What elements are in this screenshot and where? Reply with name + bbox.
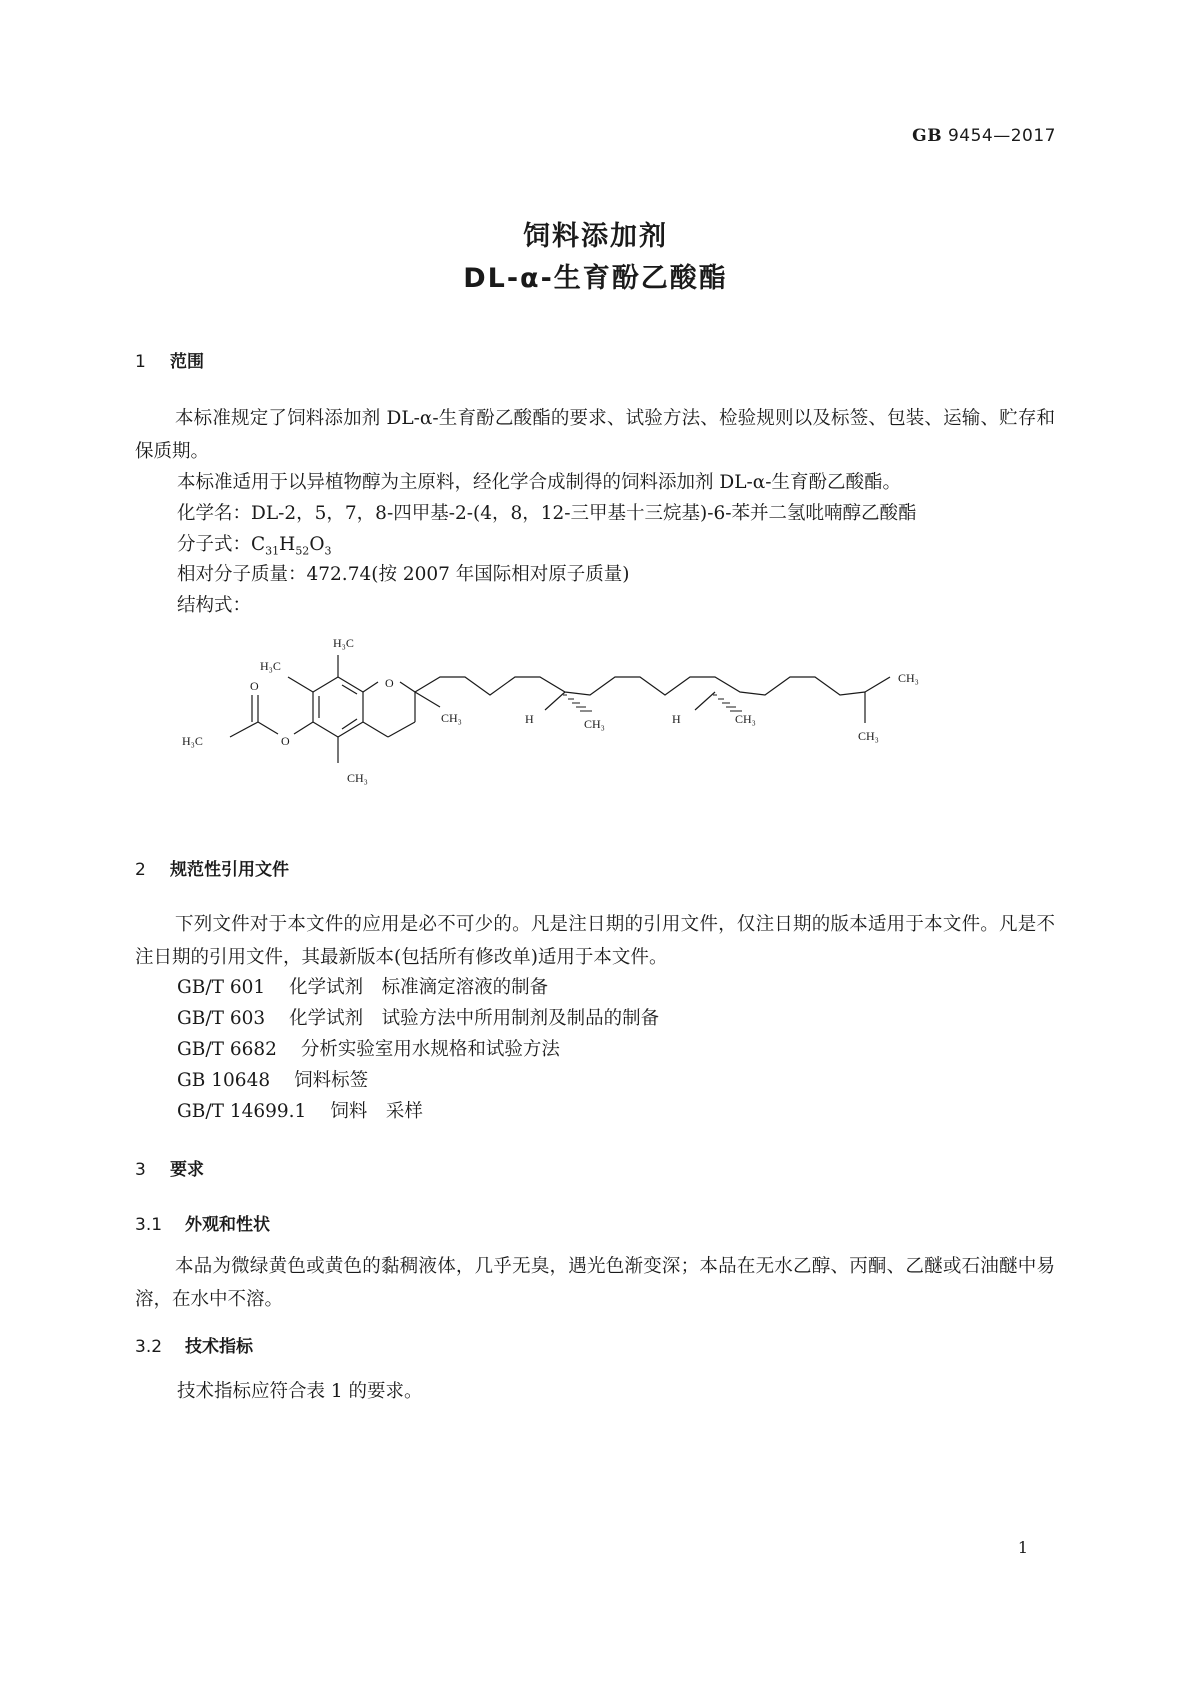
- bond-o-carbonyl: [258, 722, 278, 734]
- ref-code: GB/T 601: [177, 977, 266, 998]
- section2-para: 下列文件对于本文件的应用是必不可少的。凡是注日期的引用文件，仅注日期的版本适用于本文件。凡是不注日期的引用文件，其最新版本(包括所有修改单)适用于本文件。: [135, 914, 1055, 968]
- hash-bond-c4: [563, 695, 592, 711]
- label-acetyl-ch3: H₃C: [182, 734, 203, 748]
- pyran-ring: [363, 682, 415, 737]
- section3-2-heading: [135, 1332, 253, 1357]
- section1-number: 1: [135, 352, 146, 372]
- ref-title: 化学试剂 试验方法中所用制剂及制品的制备: [289, 1008, 660, 1029]
- formula-c: C: [251, 534, 266, 555]
- ref-code: GB/T 6682: [177, 1039, 277, 1060]
- ref-code: GB/T 603: [177, 1008, 266, 1029]
- section3-1-heading: [135, 1210, 270, 1235]
- reference-item: [177, 973, 548, 999]
- reference-item: [177, 1097, 423, 1123]
- formula-h-sub: 52: [295, 544, 310, 558]
- label-ch3-end-top: CH₃: [898, 671, 919, 685]
- molecular-formula: [177, 530, 331, 558]
- section1-para1: 本标准规定了饲料添加剂 DL-α-生育酚乙酸酯的要求、试验方法、检验规则以及标签、包装、运输、贮存和保质期。: [135, 408, 1055, 462]
- section1-para2: 本标准适用于以异植物醇为主原料，经化学合成制得的饲料添加剂 DL-α-生育酚乙酸酯。: [177, 472, 901, 493]
- ref-code: GB 10648: [177, 1070, 271, 1091]
- formula-o: O: [309, 534, 325, 555]
- label-ch3-c2: CH₃: [441, 711, 462, 725]
- label-h1: H: [525, 712, 534, 726]
- reference-item: [177, 1004, 659, 1030]
- formula-c-sub: 31: [265, 544, 280, 558]
- molecular-mass: 相对分子质量：472.74(按 2007 年国际相对原子质量): [177, 564, 630, 585]
- section3-title: 要求: [170, 1160, 204, 1180]
- label-ch3-left: H₃C: [260, 659, 281, 673]
- ref-title: 化学试剂 标准滴定溶液的制备: [289, 977, 549, 998]
- section3-2-para: 技术指标应符合表 1 的要求。: [177, 1381, 423, 1402]
- bond-ester-o: [294, 722, 313, 734]
- label-ch3-bottom: CH₃: [347, 771, 368, 785]
- bond-ch3-left: [288, 677, 313, 692]
- section3-1-title: 外观和性状: [185, 1215, 270, 1235]
- std-prefix: GB: [912, 126, 943, 146]
- doc-title-line1: 饲料添加剂: [523, 221, 668, 252]
- section3-number: 3: [135, 1160, 146, 1180]
- std-number: 9454—2017: [947, 126, 1056, 146]
- section3-2-number: 3.2: [135, 1337, 163, 1357]
- side-chain: [415, 677, 865, 695]
- reference-item: [177, 1035, 560, 1061]
- bond-end-top: [865, 677, 890, 692]
- doc-title-line2: DL-α-生育酚乙酸酯: [463, 263, 728, 294]
- section2-title: 规范性引用文件: [170, 860, 289, 880]
- section1-title: 范围: [170, 352, 204, 372]
- bond-h2: [695, 692, 715, 710]
- ref-title: 分析实验室用水规格和试验方法: [300, 1039, 560, 1060]
- bond-c2-ch3: [415, 692, 440, 707]
- structural-formula: [182, 636, 990, 865]
- hash-bond-c8: [713, 695, 742, 711]
- ref-title: 饲料 采样: [330, 1101, 423, 1122]
- label-ch3-top: H₃C: [333, 636, 354, 650]
- structure-label: 结构式：: [177, 595, 252, 616]
- chemical-name: 化学名：DL-2，5，7，8-四甲基-2-(4，8，12-三甲基十三烷基)-6-苯并二氢吡喃醇乙酸酯: [177, 503, 917, 524]
- section2-number: 2: [135, 860, 146, 880]
- section2-heading: [135, 855, 289, 880]
- label-ch3-c4: CH₃: [584, 717, 605, 731]
- label-carbonyl-o: O: [250, 679, 259, 693]
- label-ch3-end-bottom: CH₃: [858, 729, 879, 743]
- label-ring-o: O: [385, 676, 394, 690]
- bond-acetyl-ch3: [230, 722, 258, 737]
- formula-o-sub: 3: [324, 544, 332, 558]
- label-h2: H: [672, 712, 681, 726]
- section3-1-number: 3.1: [135, 1215, 163, 1235]
- section3-1-para: 本品为微绿黄色或黄色的黏稠液体，几乎无臭，遇光色渐变深；本品在无水乙醇、丙酮、乙醚或石油醚中易溶，在水中不溶。: [135, 1256, 1055, 1310]
- formula-label: 分子式：: [177, 534, 252, 555]
- label-ch3-c8: CH₃: [735, 712, 756, 726]
- standard-code: [912, 126, 1056, 146]
- bond-h1: [545, 692, 565, 710]
- reference-item: [177, 1066, 368, 1092]
- section3-heading: [135, 1155, 204, 1180]
- section1-heading: [135, 347, 204, 372]
- label-ester-o: O: [281, 734, 290, 748]
- section3-2-title: 技术指标: [185, 1337, 253, 1357]
- ref-code: GB/T 14699.1: [177, 1101, 307, 1122]
- page-number: 1: [1017, 1538, 1028, 1557]
- ref-title: 饲料标签: [294, 1070, 369, 1091]
- formula-h: H: [279, 534, 296, 555]
